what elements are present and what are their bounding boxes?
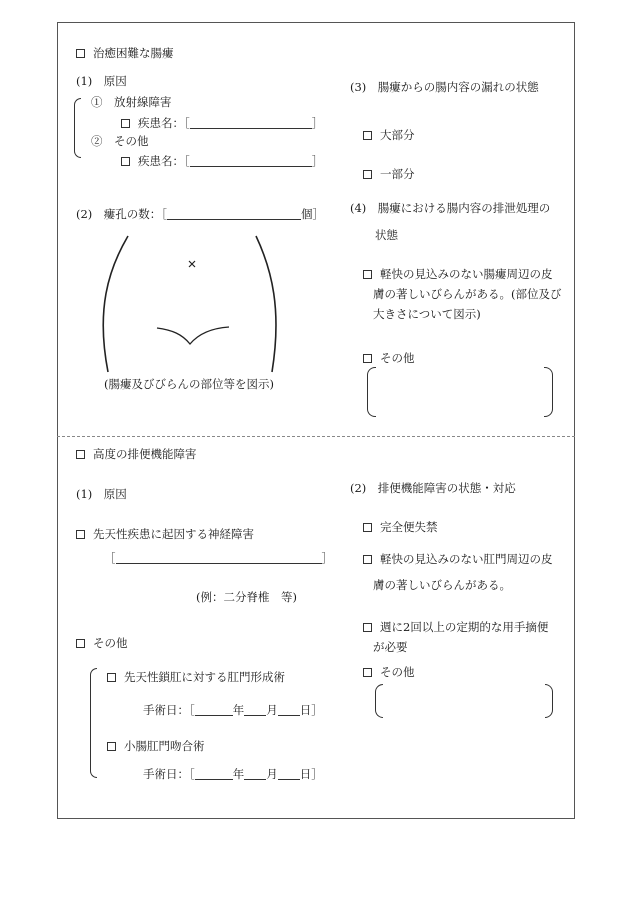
leak-option-part[interactable]: 一部分 <box>363 167 415 181</box>
checkbox[interactable] <box>107 742 116 751</box>
body-caption: (腸瘻及びびらんの部位等を図示) <box>104 377 274 391</box>
checkbox[interactable] <box>363 623 372 632</box>
excretion-option-other[interactable]: その他 <box>363 351 415 365</box>
checkbox[interactable] <box>76 530 85 539</box>
example-text: (例：二分脊椎 等) <box>196 590 297 604</box>
other-bracket-right <box>544 367 553 417</box>
status-other-bracket-right <box>545 684 553 718</box>
surgery-date-row-1[interactable]: 手術日：［ 年 月 日］ <box>143 703 323 717</box>
checkbox[interactable] <box>363 270 372 279</box>
status-option-manual[interactable]: 週に2回以上の定期的な用手摘便 <box>363 620 548 634</box>
status-other-input[interactable] <box>384 688 542 714</box>
excretion-heading-cont: 状態 <box>375 228 398 242</box>
defecation-checkbox-row[interactable] <box>76 447 197 461</box>
leak-option-most[interactable]: 大部分 <box>363 128 415 142</box>
congenital-option[interactable]: 先天性疾患に起因する神経障害 <box>76 527 254 541</box>
checkbox[interactable] <box>363 555 372 564</box>
checkbox[interactable] <box>363 131 372 140</box>
status-option-erosion-l2: 膚の著しいびらんがある。 <box>373 578 511 592</box>
surgery-option-1[interactable]: 先天性鎖肛に対する肛門形成術 <box>107 670 285 684</box>
congenital-input-row[interactable]: ［ ］ <box>104 551 333 565</box>
surgery-option-2[interactable]: 小腸肛門吻合術 <box>107 739 205 753</box>
status-option-other[interactable]: その他 <box>363 665 415 679</box>
status-option-incontinence[interactable]: 完全便失禁 <box>363 520 438 534</box>
status-other-bracket-left <box>375 684 383 718</box>
checkbox[interactable] <box>363 170 372 179</box>
cause-heading-2: (1) 原因 <box>76 487 127 501</box>
status-option-erosion[interactable]: 軽快の見込みのない肛門周辺の皮 <box>363 552 553 566</box>
surgery-brace <box>90 668 97 778</box>
leak-heading: (3) 腸瘻からの腸内容の漏れの状態 <box>350 80 539 94</box>
status-heading: (2) 排便機能障害の状態・対応 <box>350 481 516 495</box>
other-bracket-left <box>367 367 376 417</box>
excretion-heading: (4) 腸瘻における腸内容の排泄処理の <box>350 201 551 215</box>
section-title: 高度の排便機能障害 <box>93 447 197 461</box>
cause-other: ② その他 <box>91 134 149 148</box>
fistula-count-row[interactable]: (2) 瘻孔の数：［ 個］ <box>76 207 325 221</box>
checkbox[interactable] <box>363 523 372 532</box>
cause-heading: (1) 原因 <box>76 74 127 88</box>
section-title: 治癒困難な腸瘻 <box>93 46 174 60</box>
congenital-input[interactable] <box>116 552 322 564</box>
checkbox[interactable] <box>76 450 85 459</box>
disease-row-1[interactable]: 疾患名：［ ］ <box>121 116 323 130</box>
checkbox[interactable] <box>107 673 116 682</box>
excretion-option-erosion-l3: 大きさについて図示) <box>373 307 481 321</box>
checkbox[interactable] <box>363 668 372 677</box>
excretion-option-erosion-l2: 膚の著しいびらんがある。(部位及び <box>373 287 562 301</box>
excretion-other-input[interactable] <box>378 372 540 412</box>
other-option[interactable]: その他 <box>76 636 128 650</box>
excretion-option-erosion[interactable]: 軽快の見込みのない腸瘻周辺の皮 <box>363 267 553 281</box>
checkbox[interactable] <box>363 354 372 363</box>
checkbox[interactable] <box>76 639 85 648</box>
cause-radiation: ① 放射線障害 <box>91 95 172 109</box>
disease-row-2[interactable]: 疾患名：［ ］ <box>121 154 323 168</box>
surgery-date-row-2[interactable]: 手術日：［ 年 月 日］ <box>143 767 323 781</box>
status-option-manual-l2: が必要 <box>373 640 408 654</box>
